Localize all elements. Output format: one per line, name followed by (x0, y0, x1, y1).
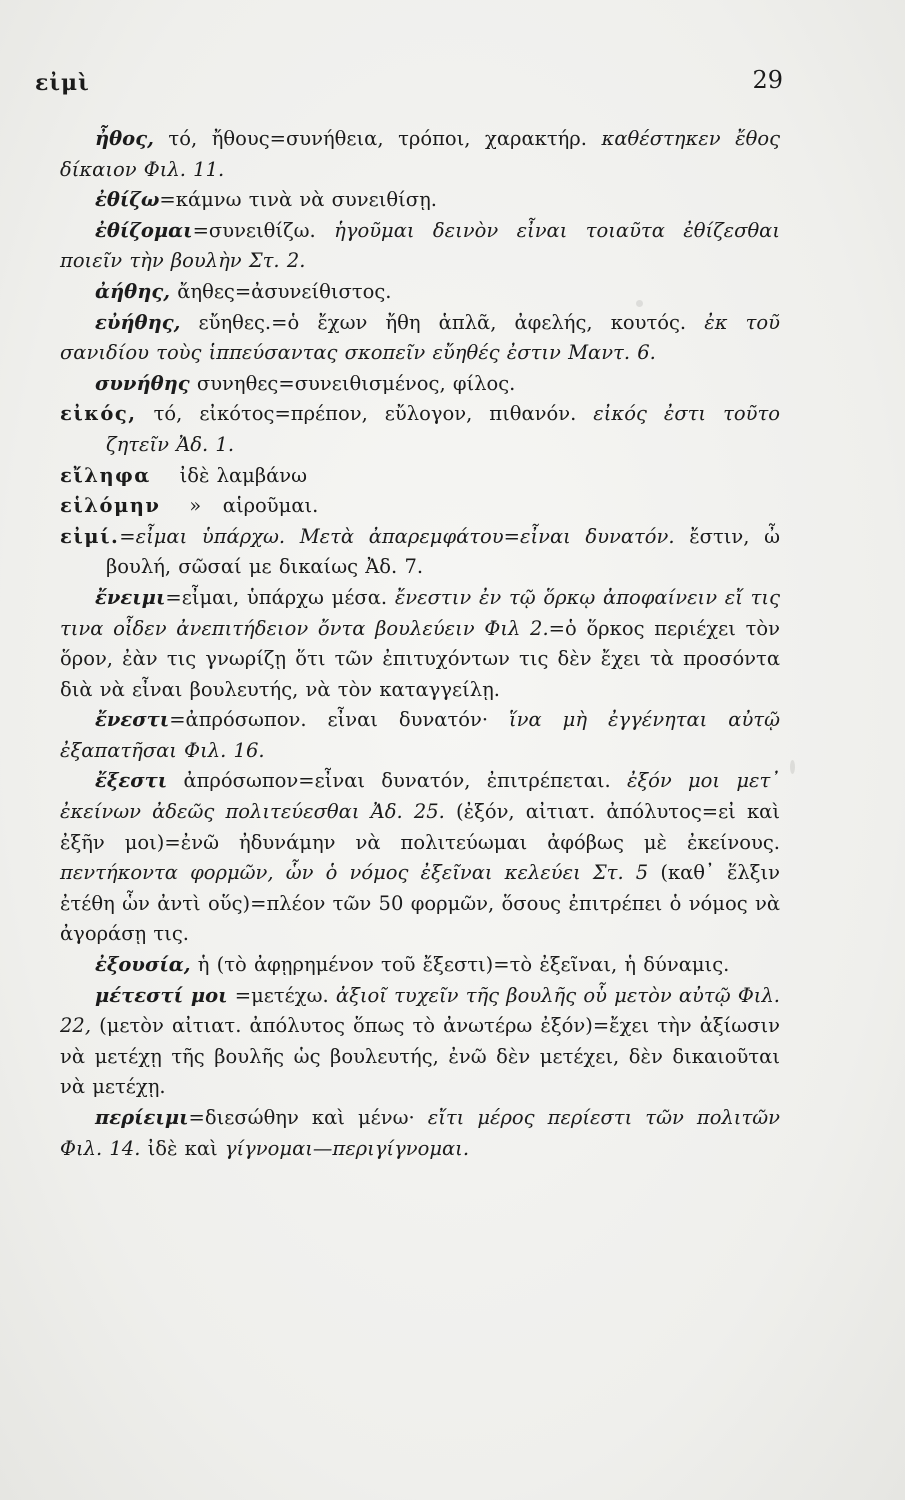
entry-headword: εὐήθης, (95, 310, 181, 334)
entry-headword: ἐθίζω (95, 188, 160, 212)
entry-enesti (60, 705, 780, 766)
entry-definition: =ἀπρόσωπον. εἶναι δυνατόν· (169, 708, 489, 732)
entry-heilomen (60, 491, 780, 522)
entry-headword: συνήθης (95, 371, 190, 395)
entry-definition: τό, εἰκότος=πρέπον, εὔλογον, πιθανόν. (136, 402, 577, 426)
entry-citation: εἴτι μέρος περίεστι τῶν πολιτῶν Φιλ. 14. (60, 1106, 780, 1160)
entry-headword: εἰμί. (60, 524, 120, 548)
entry-definition: =εἶμαι ὑπάρχω. Μετὰ ἀπαρεμφάτου=εἶναι δυνατόν. (119, 524, 675, 548)
entry-exousia (60, 950, 780, 981)
entry-eimi (60, 522, 780, 583)
entry-definition: ἰδὲ λαμβάνω (150, 463, 308, 487)
entry-citation: ἀξιοῖ τυχεῖν τῆς βουλῆς οὗ μετὸν αὐτῷ Φιλ. 22, (60, 983, 781, 1038)
entry-citation: γίγνομαι—περιγίγνομαι. (217, 1136, 470, 1160)
entry-definition: ἄηθες=ἀσυνείθιστος. (170, 279, 392, 303)
entry-definition: =κάμνω τινὰ νὰ συνειθίσῃ. (159, 188, 437, 212)
entry-definition: =διεσώθην καὶ μένω· (188, 1106, 415, 1129)
entry-explanation: =ὁ ὅρκος περιέχει τὸν ὅρον, ἐὰν τις γνωρίζῃ ὅτι τῶν ἐπιτυχόντων τις δὲν ἔχει τὰ προσόντα διὰ νὰ εἶναι βουλευτής, νὰ τὸν καταγγείλῃ. (60, 616, 780, 701)
entry-synethes (60, 369, 780, 400)
entry-euethes (60, 308, 780, 369)
entry-aethes (60, 277, 780, 308)
entry-definition: ἡ (τὸ ἀφῃρημένον τοῦ ἔξεστι)=τὸ ἐξεῖναι, ἡ δύναμις. (190, 953, 730, 977)
entry-headword: μέτεστί μοι (95, 983, 228, 1007)
entry-ethizo (60, 185, 780, 216)
entry-citation: ἵνα μὴ ἐγγένηται αὐτῷ ἐξαπατῆσαι Φιλ. 16. (60, 708, 780, 762)
entry-explanation: ἰδὲ καὶ (140, 1136, 218, 1160)
entry-definition: συνηθες=συνειθισμένος, φίλος. (189, 371, 516, 395)
entry-headword: περίειμι (95, 1106, 189, 1129)
page-number: 29 (752, 66, 783, 94)
entry-explanation: (καθ᾽ ἕλξιν ἐτέθη ὧν ἀντὶ οὕς)=πλέον τῶν 50 φορμῶν, ὅσους ἐπιτρέπει ὁ νόμος νὰ ἀγοράσῃ τις. (60, 861, 781, 946)
entry-exesti (60, 766, 780, 950)
entry-headword: ἐξουσία, (95, 953, 191, 977)
entry-headword: ἦθος, (95, 127, 154, 150)
entry-eneimi (60, 583, 780, 705)
entry-perieimi (60, 1103, 780, 1164)
entry-eikos (60, 399, 780, 460)
entry-headword: ἀήθης, (95, 279, 171, 303)
entry-citation: ἔνεστιν ἐν τῷ ὅρκῳ ἀποφαίνειν εἴ τις τινα οἶδεν ἀνεπιτήδειον ὄντα βουλεύειν Φιλ 2. (60, 585, 780, 640)
entry-headword: εἱλόμην (60, 494, 161, 518)
entry-headword: εἰκός, (60, 402, 137, 426)
entry-eilepha (60, 461, 780, 492)
entry-ethizomai (60, 216, 780, 277)
entry-definition: » αἱροῦμαι. (160, 494, 319, 518)
entry-definition: =συνειθίζω. (192, 218, 316, 242)
entry-citation: εἰκός ἐστι τοῦτο ζητεῖν Ἀδ. 1. (106, 402, 780, 456)
entry-headword: ἔνεστι (95, 708, 170, 732)
paper-stain (790, 760, 795, 774)
entry-definition: =μετέχω. (227, 983, 329, 1007)
entry-definition: =εἶμαι, ὑπάρχω μέσα. (165, 585, 388, 609)
entry-citation: ἔστιν, ὦ βουλή, σῶσαί με δικαίως Ἀδ. 7. (106, 524, 780, 579)
entry-definition: εὔηθες.=ὁ ἔχων ἤθη ἁπλᾶ, ἀφελής, κουτός. (180, 310, 687, 334)
entry-definition: τό, ἤθους=συνήθεια, τρόποι, χαρακτήρ. (153, 127, 587, 150)
entry-ethos (60, 124, 780, 185)
entry-explanation: (ἐξόν, αἰτιατ. ἀπόλυτος=εἰ καὶ ἐξῆν μοι)=ἐνῶ ἠδυνάμην νὰ πολιτεύωμαι ἀφόβως μὲ ἐκείνους. (60, 800, 780, 854)
entry-headword: εἴληφα (60, 463, 151, 487)
entry-metesti-moi (60, 981, 780, 1103)
entry-citation: ἡγοῦμαι δεινὸν εἶναι τοιαῦτα ἐθίζεσθαι ποιεῖν τὴν βουλὴν Στ. 2. (60, 218, 780, 273)
entry-definition: ἀπρόσωπον=εἶναι δυνατόν, ἐπιτρέπεται. (167, 769, 611, 793)
running-head: εἰμὶ (35, 70, 90, 96)
entry-headword: ἐθίζομαι (95, 218, 193, 242)
entry-headword: ἔνειμι (95, 585, 166, 609)
entry-citation: πεντήκοντα φορμῶν, ὧν ὁ νόμος ἐξεῖναι κελεύει Στ. 5 (60, 861, 649, 885)
entry-citation: ἐκ τοῦ σανιδίου τοὺς ἱππεύσαντας σκοπεῖν εὔηθές ἐστιν Μαντ. 6. (60, 310, 780, 365)
entry-explanation: (μετὸν αἰτιατ. ἀπόλυτος ὅπως τὸ ἀνωτέρω ἐξόν)=ἔχει τὴν ἀξίωσιν νὰ μετέχῃ τῆς βουλῆς ὡς βουλευτής, ἐνῶ δὲν μετέχει, δὲν δικαιοῦται νὰ μετέχῃ. (60, 1014, 780, 1099)
entry-citation: ἐξόν μοι μετ᾽ ἐκείνων ἀδεῶς πολιτεύεσθαι Ἀδ. 25. (60, 769, 780, 824)
entry-headword: ἔξεστι (95, 769, 168, 793)
dictionary-entries (60, 124, 780, 1164)
entry-citation: καθέστηκεν ἔθος δίκαιον Φιλ. 11. (60, 127, 781, 181)
